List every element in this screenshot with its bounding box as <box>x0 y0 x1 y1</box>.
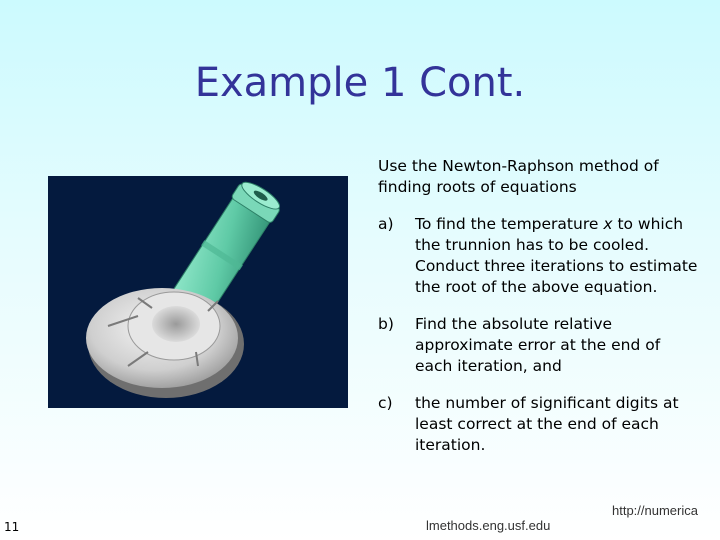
item-a-variable: x <box>603 215 613 233</box>
item-c-text: the number of significant digits at least correct at the end of each iteration. <box>415 394 679 454</box>
list-item-c <box>378 393 698 456</box>
item-a-text-before: To find the temperature <box>415 215 604 233</box>
intro-text: Use the Newton-Raphson method of finding roots of equations <box>378 157 659 196</box>
footer-url-line1[interactable]: http://numerica <box>612 503 698 518</box>
item-marker: a) <box>378 215 394 233</box>
item-marker: b) <box>378 315 394 333</box>
hub-shape <box>86 288 244 398</box>
list-item-b <box>378 314 698 377</box>
trunnion-hub-figure <box>48 176 348 408</box>
footer-url-line2[interactable]: lmethods.eng.usf.edu <box>426 518 551 533</box>
slide-body <box>378 156 698 472</box>
list-item-a <box>378 214 698 298</box>
item-marker: c) <box>378 394 393 412</box>
item-b-text: Find the absolute relative approximate error at the end of each iteration, and <box>415 315 661 375</box>
slide-title: Example 1 Cont. <box>194 60 526 106</box>
item-a-text-after: to which the trunnion has to be cooled. Conduct three iterations to estimate the root of the above equation. <box>415 215 698 296</box>
slide-number: 11 <box>4 520 20 534</box>
